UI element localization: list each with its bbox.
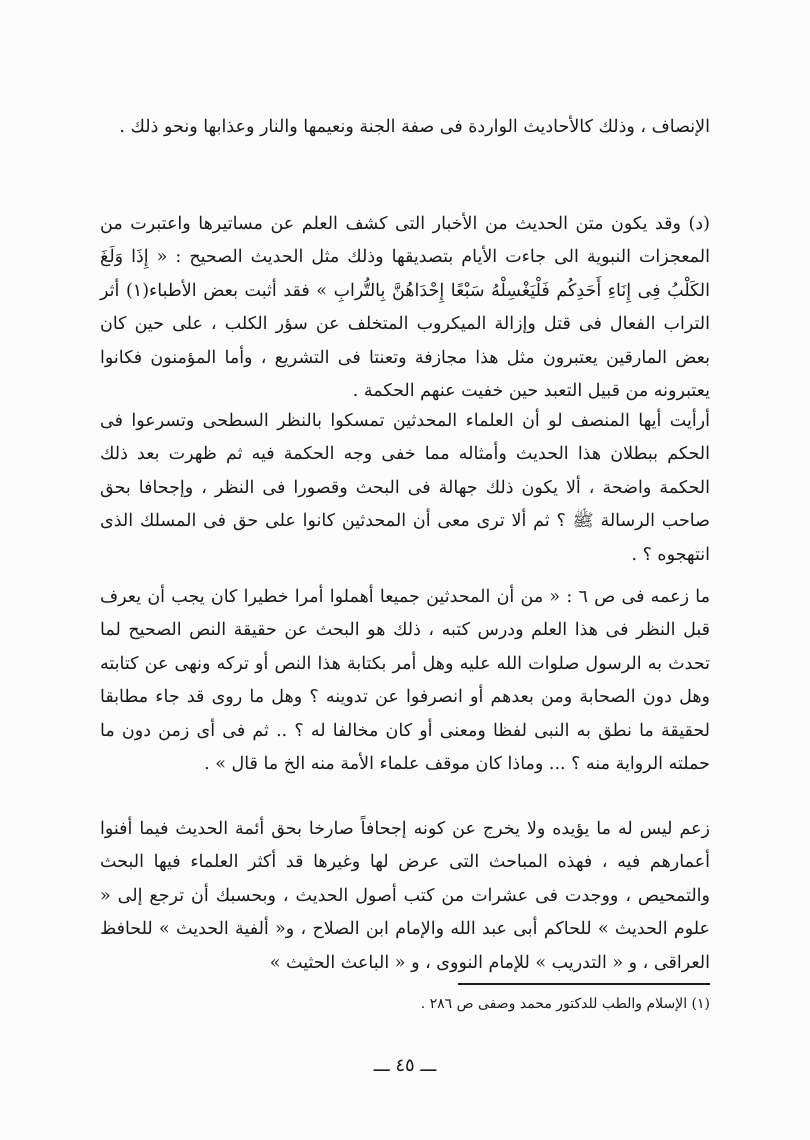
paragraph-2: (د) وقد يكون متن الحديث من الأخبار التى كشف العلم عن مساتيرها واعتبرت من المعجزات النبوية الى جاءت الأيام بتصديقها وذلك مثل الحديث الصحيح : « إِذَا وَلَغَ الكَلْبُ فِى إِنَاءِ أَحَدِكُم فَلْيَغْسِلْهُ سَبْعًا إِحْدَاهُنَّ بِالتُّرابِ » فقد أثبت بعض الأطباء(١) أثر التراب الفعال فى قتل وإزالة الميكروب المتخلف عن سؤر الكلب ، على حين كان بعض المارقين يعتبرون مثل هذا مجازفة وتعنتا فى التشريع ، وأما المؤمنون فكانوا يعتبرونه من قبيل التعبد حين خفيت عنهم الحكمة . (100, 213, 710, 401)
paragraph-5: زعم ليس له ما يؤيده ولا يخرج عن كونه إجحافاً صارخا بحق أئمة الحديث فيما أفنوا أعمارهم فيه ، فهذه المباحث التى عرض لها وغيرها قد أكثر العلماء فيها البحث والتمحيص ، ووجدت فى عشرات من كتب أصول الحديث ، وبحسبك أن ترجع إلى « علوم الحديث » للحاكم أبى عبد الله والإمام ابن الصلاح ، و« ألفية الحديث » للحافظ العراقى ، و « التدريب » للإمام النووى ، و « الباعث الحثيث » (100, 818, 711, 973)
paragraph-1: الإنصاف ، وذلك كالأحاديث الواردة فى صفة الجنة ونعيمها والنار وعذابها ونحو ذلك . (119, 116, 710, 137)
page-number: ـــ ٤٥ ـــ (373, 1055, 437, 1076)
paragraph-4: ما زعمه فى ص ٦ : « من أن المحدثين جميعا أهملوا أمرا خطيرا كان يجب أن يعرف قبل النظر فى هذا العلم ودرس كتبه ، ذلك هو البحث عن حقيقة النص الصحيح لما تحدث به الرسول صلوات الله عليه وهل أمر بكتابة هذا النص أو تركه ونهى عن كتابته وهل دون الصحابة ومن بعدهم أو انصرفوا عن تدوينه ؟ وهل ما روى قد جاء مطابقا لحقيقة ما نطق به النبى لفظا ومعنى أو كان مخالفا له ؟ .. ثم فى أى زمن دون ما حملته الرواية منه ؟ ... وماذا كان موقف علماء الأمة منه الخ ما قال » . (100, 586, 710, 774)
footnote-divider (458, 983, 710, 985)
paragraph-3: أرأيت أيها المنصف لو أن العلماء المحدثين تمسكوا بالنظر السطحى وتسرعوا فى الحكم ببطلان هذا الحديث وأمثاله مما خفى وجه الحكمة فيه ثم ظهرت بعد ذلك الحكمة واضحة ، ألا يكون ذلك جهالة فى البحث وقصورا فى النظر ، وإجحافا بحق صاحب الرسالة ﷺ ؟ ثم ألا ترى معى أن المحدثين كانوا على حق فى المسلك الذى انتهجوه ؟ . (100, 410, 710, 565)
footnote: (١) الإسلام والطب للدكتور محمد وصفى ص ٢٨٦ . (420, 996, 710, 1012)
